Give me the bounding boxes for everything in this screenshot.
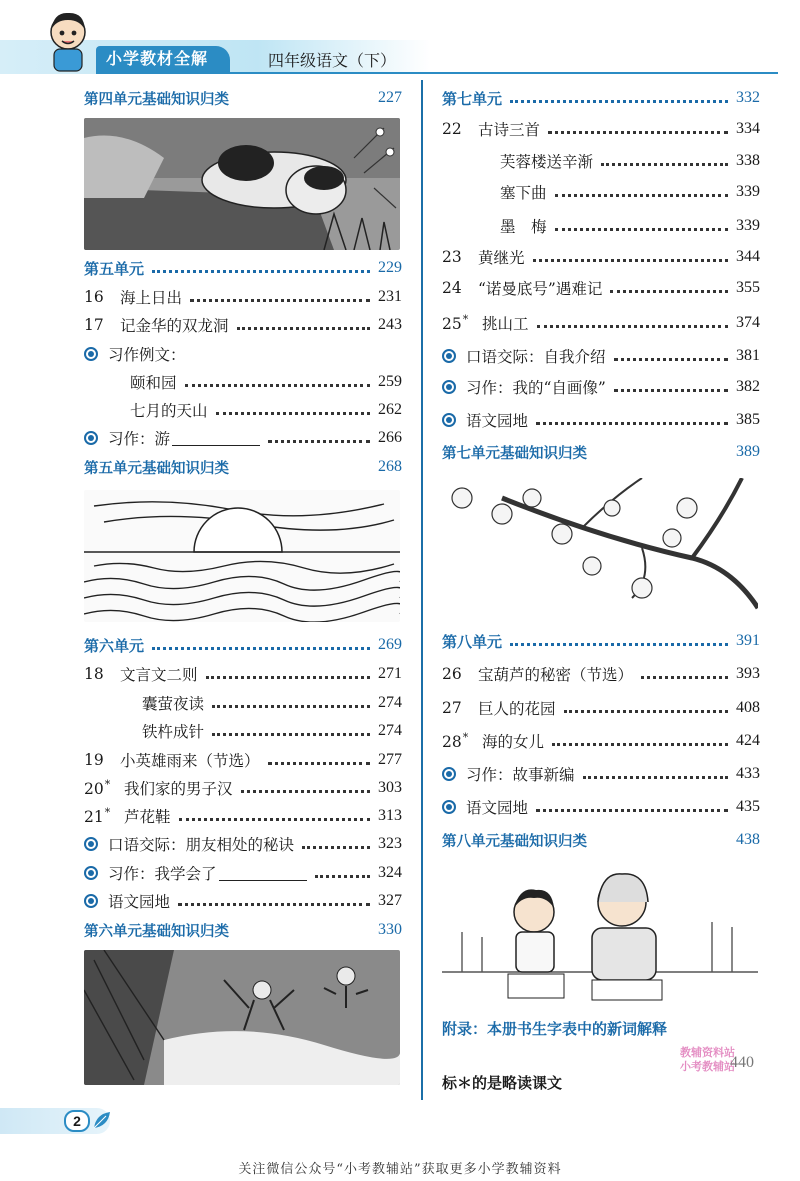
lesson-number: 23 [442, 248, 462, 266]
leaf-icon [92, 1110, 112, 1130]
toc-entry-title: 第六单元 [84, 636, 145, 655]
toc-page-number: 381 [736, 347, 760, 364]
toc-page-number: 259 [378, 373, 402, 390]
toc-page-number: 313 [378, 807, 402, 824]
dot-leader [614, 351, 728, 361]
dot-leader [533, 252, 728, 262]
lesson-number: 20* [84, 777, 111, 799]
bullet-circle-icon [442, 413, 456, 427]
skim-reading-star: * [462, 730, 469, 744]
dot-leader [237, 320, 370, 330]
toc-entry-title: 七月的天山 [130, 402, 208, 420]
toc-entry-title: 语文园地 [466, 799, 529, 817]
toc-entry-title: 文言文二则 [120, 666, 198, 684]
book-subtitle: 四年级语文（下） [268, 51, 397, 70]
toc-page-number: 231 [378, 288, 402, 305]
toc-page-number: 324 [378, 864, 402, 881]
fill-in-blank [219, 865, 307, 881]
bullet-circle-icon [84, 894, 98, 908]
bullet-circle-icon [84, 347, 98, 361]
toc-page-number: 269 [378, 636, 402, 653]
toc-page-number: 424 [736, 732, 760, 749]
toc-page-number: 262 [378, 401, 402, 418]
toc-entry-title: 颐和园 [130, 374, 177, 392]
sunrise-sea-illustration [84, 490, 400, 622]
toc-entry-title: 第七单元基础知识归类 [442, 445, 587, 462]
book-series-tab: 小学教材全解 [96, 46, 230, 72]
toc-page-number: 274 [378, 722, 402, 739]
toc-sub-entry[interactable] [84, 717, 402, 745]
toc-entry-title: 海的女儿 [482, 733, 545, 751]
toc-page-number: 382 [736, 378, 760, 395]
dot-leader [536, 415, 728, 425]
toc-entry-title: 习作例文： [108, 346, 186, 364]
toc-lesson[interactable] [84, 660, 402, 688]
toc-lesson[interactable] [84, 311, 402, 339]
toc-page-number: 339 [736, 217, 760, 234]
toc-entry-title: 习作：故事新编 [466, 766, 575, 784]
toc-entry-title: 习作：游 [108, 430, 171, 448]
toc-entry-title: 芙蓉楼送辛渐 [500, 153, 594, 171]
watermark-stamp: 教辅资料站 小考教辅站 [680, 1046, 735, 1073]
toc-unit-heading[interactable] [84, 631, 402, 659]
toc-entry-title: 小英雄雨来（节选） [120, 752, 260, 770]
fill-in-blank [172, 430, 260, 446]
dot-leader [548, 124, 728, 134]
toc-lesson[interactable] [442, 274, 760, 302]
header-rule [96, 72, 778, 74]
toc-entry-title: 黄继光 [478, 249, 525, 267]
toc-page-number: 374 [736, 314, 760, 331]
dot-leader [564, 703, 728, 713]
lesson-number: 28* [442, 730, 469, 752]
appendix-entry[interactable]: 附录：本册书生字表中的新词解释 [442, 1020, 668, 1038]
toc-page-number: 271 [378, 665, 402, 682]
toc-unit-summary[interactable] [442, 826, 760, 854]
toc-lesson[interactable] [442, 660, 760, 688]
toc-entry-title: 古诗三首 [478, 121, 541, 139]
toc-entry-title: 习作：我学会了 [108, 865, 217, 883]
toc-activity[interactable] [84, 340, 402, 368]
dot-leader [583, 769, 728, 779]
toc-page-number: 332 [736, 89, 760, 106]
grandma-and-boy-illustration [442, 862, 758, 1004]
toc-activity[interactable] [442, 406, 760, 434]
toc-page-number: 389 [736, 443, 760, 460]
toc-entry-title: 我们家的男子汉 [124, 780, 233, 798]
toc-sub-entry[interactable] [442, 212, 760, 240]
toc-page-number: 268 [378, 458, 402, 475]
dot-leader [206, 669, 370, 679]
lesson-number: 25* [442, 312, 469, 334]
toc-entry-title: 第七单元 [442, 89, 503, 108]
toc-entry-title: 芦花鞋 [124, 808, 171, 826]
toc-page-number: 303 [378, 779, 402, 796]
toc-entry-title: 口语交际：朋友相处的秘诀 [108, 836, 295, 854]
toc-entry-title: 海上日出 [120, 289, 183, 307]
toc-sub-entry[interactable] [84, 368, 402, 396]
dot-leader [614, 382, 728, 392]
toc-page-number: 438 [736, 831, 760, 848]
dot-leader [179, 811, 370, 821]
toc-entry-title: “诺曼底号”遇难记 [478, 280, 603, 298]
toc-activity[interactable] [442, 793, 760, 821]
reading-note: 标＊的是略读课文 [442, 1074, 563, 1092]
lesson-number: 21* [84, 805, 111, 827]
toc-unit-heading[interactable] [442, 627, 760, 655]
page-number: 2 [64, 1110, 90, 1132]
toc-sub-entry[interactable] [442, 178, 760, 206]
toc-page-number: 344 [736, 248, 760, 265]
toc-page-number: 229 [378, 259, 402, 276]
skim-reading-star: * [104, 777, 111, 791]
toc-page-number: 435 [736, 798, 760, 815]
toc-lesson[interactable] [442, 727, 760, 755]
toc-entry-title: 语文园地 [466, 412, 529, 430]
toc-entry-title: 墨 梅 [500, 218, 547, 236]
toc-lesson[interactable] [84, 746, 402, 774]
column-divider [421, 80, 423, 1100]
toc-unit-summary[interactable] [442, 438, 760, 466]
bullet-circle-icon [84, 866, 98, 880]
dot-leader [601, 156, 728, 166]
toc-sub-entry[interactable] [442, 147, 760, 175]
toc-entry-title: 习作：我的“自画像” [466, 379, 606, 397]
toc-page-number: 393 [736, 665, 760, 682]
bullet-circle-icon [442, 767, 456, 781]
skim-reading-star: * [462, 312, 469, 326]
toc-entry-title: 铁杵成针 [142, 723, 205, 741]
dot-leader [536, 802, 728, 812]
toc-entry-title: 记金华的双龙洞 [120, 317, 229, 335]
swimming-boys-illustration [84, 950, 400, 1085]
toc-entry-title: 第五单元基础知识归类 [84, 460, 229, 477]
dot-leader [268, 755, 370, 765]
bullet-circle-icon [442, 380, 456, 394]
toc-entry-title: 宝葫芦的秘密（节选） [478, 666, 634, 684]
toc-lesson[interactable] [84, 774, 402, 802]
toc-entry-title: 挑山工 [482, 315, 529, 333]
dot-leader [610, 283, 728, 293]
toc-page-number: 323 [378, 835, 402, 852]
lesson-number: 17 [84, 316, 104, 334]
toc-page-number: 385 [736, 411, 760, 428]
toc-entry-title: 塞下曲 [500, 184, 547, 202]
dot-leader [555, 187, 728, 197]
dot-leader [552, 736, 728, 746]
dot-leader [510, 93, 728, 103]
dot-leader [178, 896, 370, 906]
lesson-number: 22 [442, 120, 462, 138]
toc-entry-title: 第八单元基础知识归类 [442, 833, 587, 850]
lesson-number: 24 [442, 279, 462, 297]
toc-lesson[interactable] [84, 802, 402, 830]
toc-unit-summary[interactable] [84, 916, 402, 944]
toc-entry-title: 第四单元基础知识归类 [84, 91, 229, 108]
dot-leader [510, 636, 728, 646]
dot-leader [190, 292, 370, 302]
skim-reading-star: * [104, 805, 111, 819]
toc-entry-title: 语文园地 [108, 893, 171, 911]
dot-leader [641, 669, 728, 679]
toc-page-number: 274 [378, 694, 402, 711]
appendix-page-number: 440 [730, 1054, 754, 1071]
bullet-circle-icon [442, 349, 456, 363]
toc-entry-title: 第八单元 [442, 632, 503, 651]
dot-leader [537, 318, 728, 328]
toc-entry-title: 第五单元 [84, 259, 145, 278]
toc-page-number: 227 [378, 89, 402, 106]
toc-sub-entry[interactable] [84, 396, 402, 424]
toc-activity[interactable] [84, 424, 402, 452]
toc-unit-summary[interactable] [84, 453, 402, 481]
toc-lesson[interactable] [442, 309, 760, 337]
dot-leader [152, 640, 370, 650]
toc-activity[interactable] [84, 859, 402, 887]
toc-page-number: 243 [378, 316, 402, 333]
lesson-number: 16 [84, 288, 104, 306]
toc-activity[interactable] [84, 887, 402, 915]
dot-leader [315, 868, 370, 878]
mascot-boy-icon [40, 6, 96, 76]
toc-page-number: 338 [736, 152, 760, 169]
dot-leader [212, 698, 370, 708]
dot-leader [241, 783, 370, 793]
toc-entry-title: 囊萤夜读 [142, 695, 205, 713]
dot-leader [212, 726, 370, 736]
toc-page-number: 433 [736, 765, 760, 782]
toc-lesson[interactable] [442, 243, 760, 271]
lesson-number: 26 [442, 665, 462, 683]
toc-page-number: 327 [378, 892, 402, 909]
toc-unit-heading[interactable] [442, 84, 760, 112]
dot-leader [268, 433, 370, 443]
toc-lesson[interactable] [442, 115, 760, 143]
toc-page-number: 334 [736, 120, 760, 137]
toc-page-number: 408 [736, 699, 760, 716]
toc-entry-title: 巨人的花园 [478, 700, 556, 718]
dot-leader [555, 221, 728, 231]
toc-entry-title: 第六单元基础知识归类 [84, 923, 229, 940]
dot-leader [302, 839, 370, 849]
cat-illustration [84, 118, 400, 250]
toc-unit-summary[interactable] [84, 84, 402, 112]
toc-page-number: 330 [378, 921, 402, 938]
toc-page-number: 277 [378, 751, 402, 768]
toc-activity[interactable] [442, 373, 760, 401]
toc-unit-heading[interactable] [84, 254, 402, 282]
bullet-circle-icon [84, 837, 98, 851]
toc-entry-title: 口语交际：自我介绍 [466, 348, 606, 366]
footer-note: 关注微信公众号“小考教辅站”获取更多小学教辅资料 [238, 1162, 562, 1177]
lesson-number: 19 [84, 751, 104, 769]
lesson-number: 27 [442, 699, 462, 717]
plum-blossom-illustration [442, 478, 758, 616]
dot-leader [185, 377, 370, 387]
dot-leader [216, 405, 370, 415]
toc-page-number: 339 [736, 183, 760, 200]
toc-page-number: 266 [378, 429, 402, 446]
toc-activity[interactable] [84, 830, 402, 858]
bullet-circle-icon [442, 800, 456, 814]
toc-lesson[interactable] [84, 283, 402, 311]
dot-leader [152, 263, 370, 273]
bullet-circle-icon [84, 431, 98, 445]
toc-activity[interactable] [442, 760, 760, 788]
lesson-number: 18 [84, 665, 104, 683]
toc-page-number: 391 [736, 632, 760, 649]
toc-page-number: 355 [736, 279, 760, 296]
toc-lesson[interactable] [442, 694, 760, 722]
toc-sub-entry[interactable] [84, 689, 402, 717]
toc-activity[interactable] [442, 342, 760, 370]
